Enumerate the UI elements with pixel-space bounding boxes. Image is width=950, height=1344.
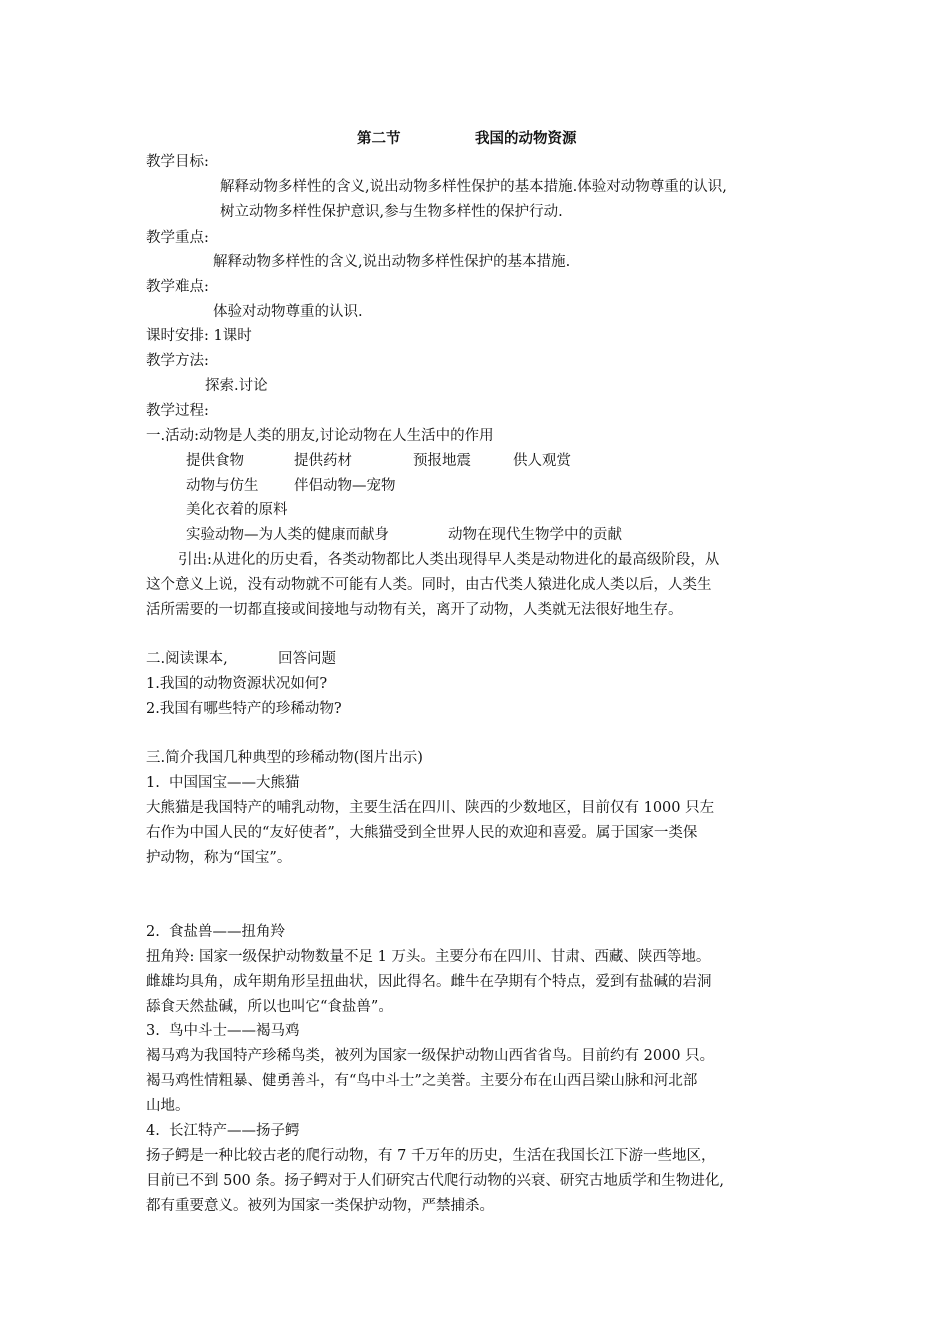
activity-item: 预报地震: [413, 453, 471, 469]
activity-item: 伴侣动物—宠物: [294, 478, 396, 494]
animal-title: 2. 食盐兽——扭角羚: [146, 924, 286, 940]
activity-item: 提供药材: [294, 453, 352, 469]
animal-title: 1. 中国国宝——大熊猫: [146, 775, 300, 791]
animal-text-line: 目前已不到 500 条。扬子鳄对于人们研究古代爬行动物的兴衰、研究古地质学和生物进化,: [146, 1173, 724, 1189]
activity-item: 动物与仿生: [186, 478, 259, 494]
animal-text-line: 大熊猫是我国特产的哺乳动物，主要生活在四川、陕西的少数地区，目前仅有 1000 只左: [146, 800, 715, 816]
process-heading: 教学过程:: [146, 403, 209, 419]
animal-text-line: 右作为中国人民的“友好使者”，大熊猫受到全世界人民的欢迎和喜爱。属于国家一类保: [146, 825, 698, 841]
page-title: 我国的动物资源: [475, 131, 577, 147]
animal-text-line: 褐马鸡性情粗暴、健勇善斗，有“鸟中斗士”之美誉。主要分布在山西吕梁山脉和河北部: [146, 1073, 698, 1089]
animal-text-line: 都有重要意义。被列为国家一类保护动物，严禁捕杀。: [146, 1198, 494, 1214]
animal-text-line: 舔食天然盐碱，所以也叫它“食盐兽”。: [146, 999, 393, 1015]
reading-heading: 回答问题: [278, 651, 336, 667]
animal-title: 4. 长江特产——扬子鳄: [146, 1123, 300, 1139]
intro-line: 这个意义上说，没有动物就不可能有人类。同时，由古代类人猿进化成人类以后，人类生: [146, 577, 712, 593]
methods-heading: 教学方法:: [146, 353, 209, 369]
intro-line: 活所需要的一切都直接或间接地与动物有关，离开了动物，人类就无法很好地生存。: [146, 602, 683, 618]
activity-item: 供人观赏: [513, 453, 571, 469]
section-number: 第二节: [357, 131, 401, 147]
reading-question: 2.我国有哪些特产的珍稀动物?: [146, 701, 342, 717]
reading-heading: 二.阅读课本,: [146, 651, 228, 667]
animal-text-line: 褐马鸡为我国特产珍稀鸟类，被列为国家一级保护动物山西省省鸟。目前约有 2000 只。: [146, 1048, 715, 1064]
animals-heading: 三.简介我国几种典型的珍稀动物(图片出示): [146, 750, 423, 766]
activity-item: 提供食物: [186, 453, 244, 469]
activity-item: 实验动物—为人类的健康而献身: [186, 527, 389, 543]
activity-heading: 一.活动:动物是人类的朋友,讨论动物在人生活中的作用: [146, 428, 494, 444]
schedule-text: 课时安排: 1课时: [146, 328, 252, 344]
activity-item: 美化衣着的原料: [186, 502, 288, 518]
objectives-heading: 教学目标:: [146, 154, 209, 170]
animal-text-line: 护动物，称为“国宝”。: [146, 850, 292, 866]
reading-question: 1.我国的动物资源状况如何?: [146, 676, 328, 692]
difficulties-text: 体验对动物尊重的认识.: [213, 304, 363, 320]
activity-item: 动物在现代生物学中的贡献: [448, 527, 622, 543]
methods-text: 探索.讨论: [205, 378, 268, 394]
intro-line: 引出:从进化的历史看，各类动物都比人类出现得早人类是动物进化的最高级阶段，从: [178, 552, 720, 568]
animal-text-line: 雌雄均具角，成年期角形呈扭曲状，因此得名。雌牛在孕期有个特点，爱到有盐碱的岩洞: [146, 974, 712, 990]
difficulties-heading: 教学难点:: [146, 279, 209, 295]
objectives-line: 解释动物多样性的含义,说出动物多样性保护的基本措施.体验对动物尊重的认识,: [220, 179, 727, 195]
animal-text-line: 山地。: [146, 1098, 190, 1114]
key-points-heading: 教学重点:: [146, 230, 209, 246]
animal-title: 3. 鸟中斗士——褐马鸡: [146, 1023, 300, 1039]
key-points-text: 解释动物多样性的含义,说出动物多样性保护的基本措施.: [213, 254, 571, 270]
animal-text-line: 扭角羚: 国家一级保护动物数量不足 1 万头。主要分布在四川、甘肃、西藏、陕西等地。: [146, 949, 711, 965]
objectives-line: 树立动物多样性保护意识,参与生物多样性的保护行动.: [220, 204, 563, 220]
animal-text-line: 扬子鳄是一种比较古老的爬行动物，有 7 千万年的历史，生活在我国长江下游一些地区，: [146, 1148, 716, 1164]
